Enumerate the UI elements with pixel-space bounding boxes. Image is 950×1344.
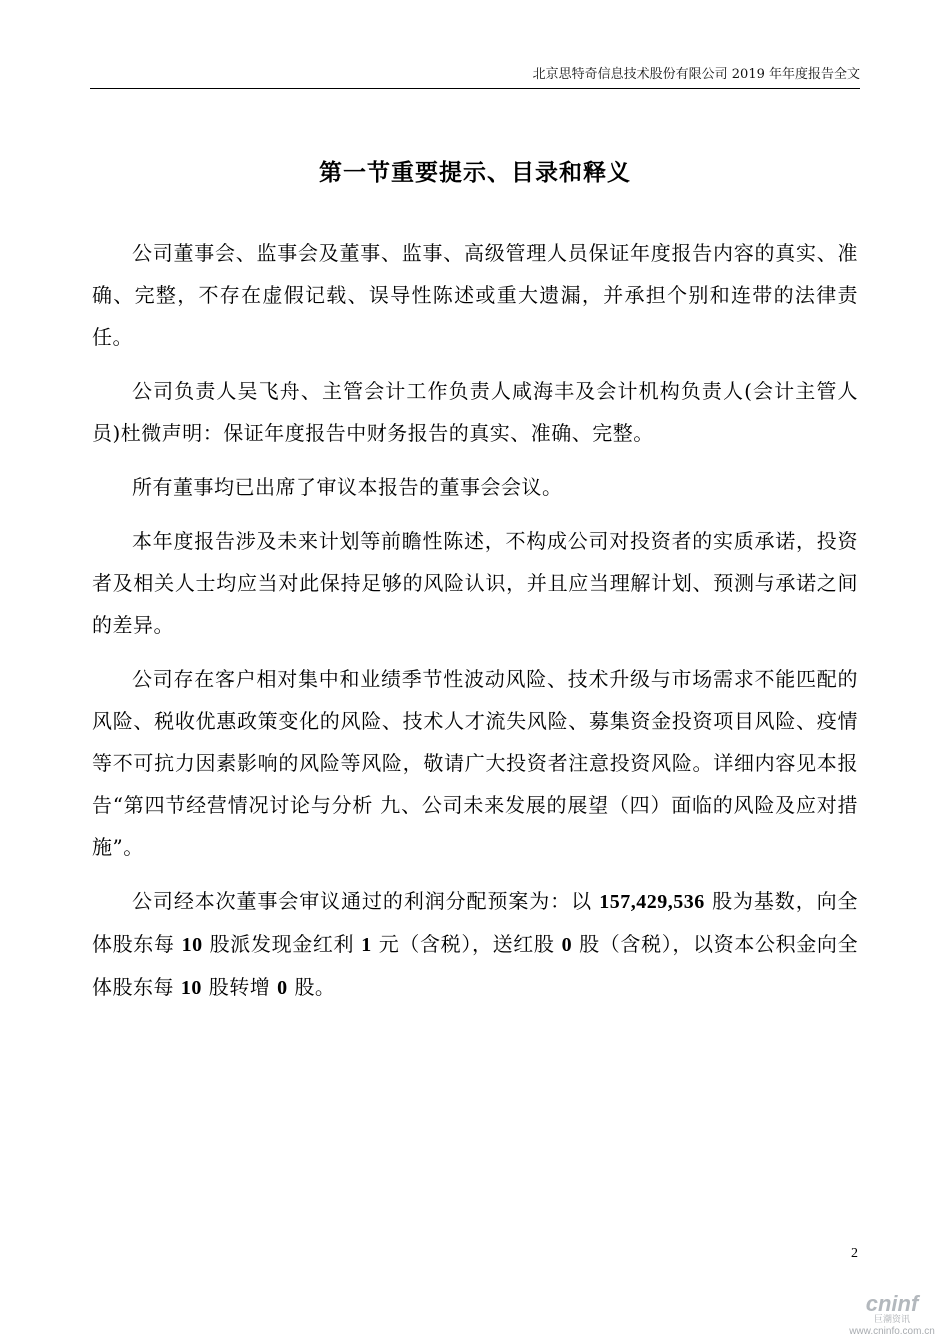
paragraph-profit-distribution: [92, 880, 858, 1009]
share-base-count: 157,429,536: [599, 891, 705, 913]
page-number: 2: [851, 1246, 858, 1261]
watermark-url: www.cninfo.com.cn: [849, 1326, 935, 1337]
paragraph-risk-factors: 公司存在客户相对集中和业绩季节性波动风险、技术升级与市场需求不能匹配的风险、税收优惠政策变化的风险、技术人才流失风险、募集资金投资项目风险、疫情等不可抗力因素影响的风险等风险，敬请广大投资者注意投资风险。详细内容见本报告“第四节经营情况讨论与分析 九、公司未来发展的展望（四）面临的风险及应对措施”。: [92, 667, 858, 859]
distribution-text-3: 股派发现金红利: [209, 932, 355, 956]
document-body: [92, 232, 858, 1021]
paragraph-responsibility: 公司董事会、监事会及董事、监事、高级管理人员保证年度报告内容的真实、准确、完整，不存在虚假记载、误导性陈述或重大遗漏，并承担个别和连带的法律责任。: [92, 241, 858, 349]
transfer-shares-count: 0: [277, 977, 288, 999]
watermark-chinese: 巨潮资讯: [873, 1315, 910, 1325]
bonus-shares-count: 0: [561, 934, 573, 956]
transfer-per-shares: 10: [180, 977, 202, 999]
distribution-text-5: 股（含税），以资本公积金向全体股东每: [92, 932, 859, 999]
cash-dividend-amount: 1: [361, 934, 372, 956]
paragraph-financial-statement-declaration: 公司负责人吴飞舟、主管会计工作负责人咸海丰及会计机构负责人(会计主管人员)杜微声明：保证年度报告中财务报告的真实、准确、完整。: [92, 379, 858, 445]
distribution-text-2: 股为基数，向全体股东每: [92, 889, 859, 956]
distribution-text-7: 股。: [294, 975, 336, 999]
cninfo-watermark: [842, 1293, 942, 1338]
paragraph-board-attendance: 所有董事均已出席了审议本报告的董事会会议。: [132, 475, 563, 499]
header-text: 北京思特奇信息技术股份有限公司 2019 年年度报告全文: [532, 67, 860, 82]
distribution-text-4: 元（含税），送红股: [378, 932, 555, 956]
running-header: [90, 66, 860, 89]
distribution-text-6: 股转增: [208, 975, 271, 999]
cninfo-logo-icon: cninf: [865, 1291, 919, 1316]
dividend-per-shares: 10: [181, 934, 203, 956]
paragraph-forward-looking: 本年度报告涉及未来计划等前瞻性陈述，不构成公司对投资者的实质承诺，投资者及相关人士均应当对此保持足够的风险认识，并且应当理解计划、预测与承诺之间的差异。: [92, 529, 858, 637]
section-title: 第一节重要提示、目录和释义: [319, 159, 631, 186]
distribution-text-1: 公司经本次董事会审议通过的利润分配预案为：以: [132, 889, 593, 913]
